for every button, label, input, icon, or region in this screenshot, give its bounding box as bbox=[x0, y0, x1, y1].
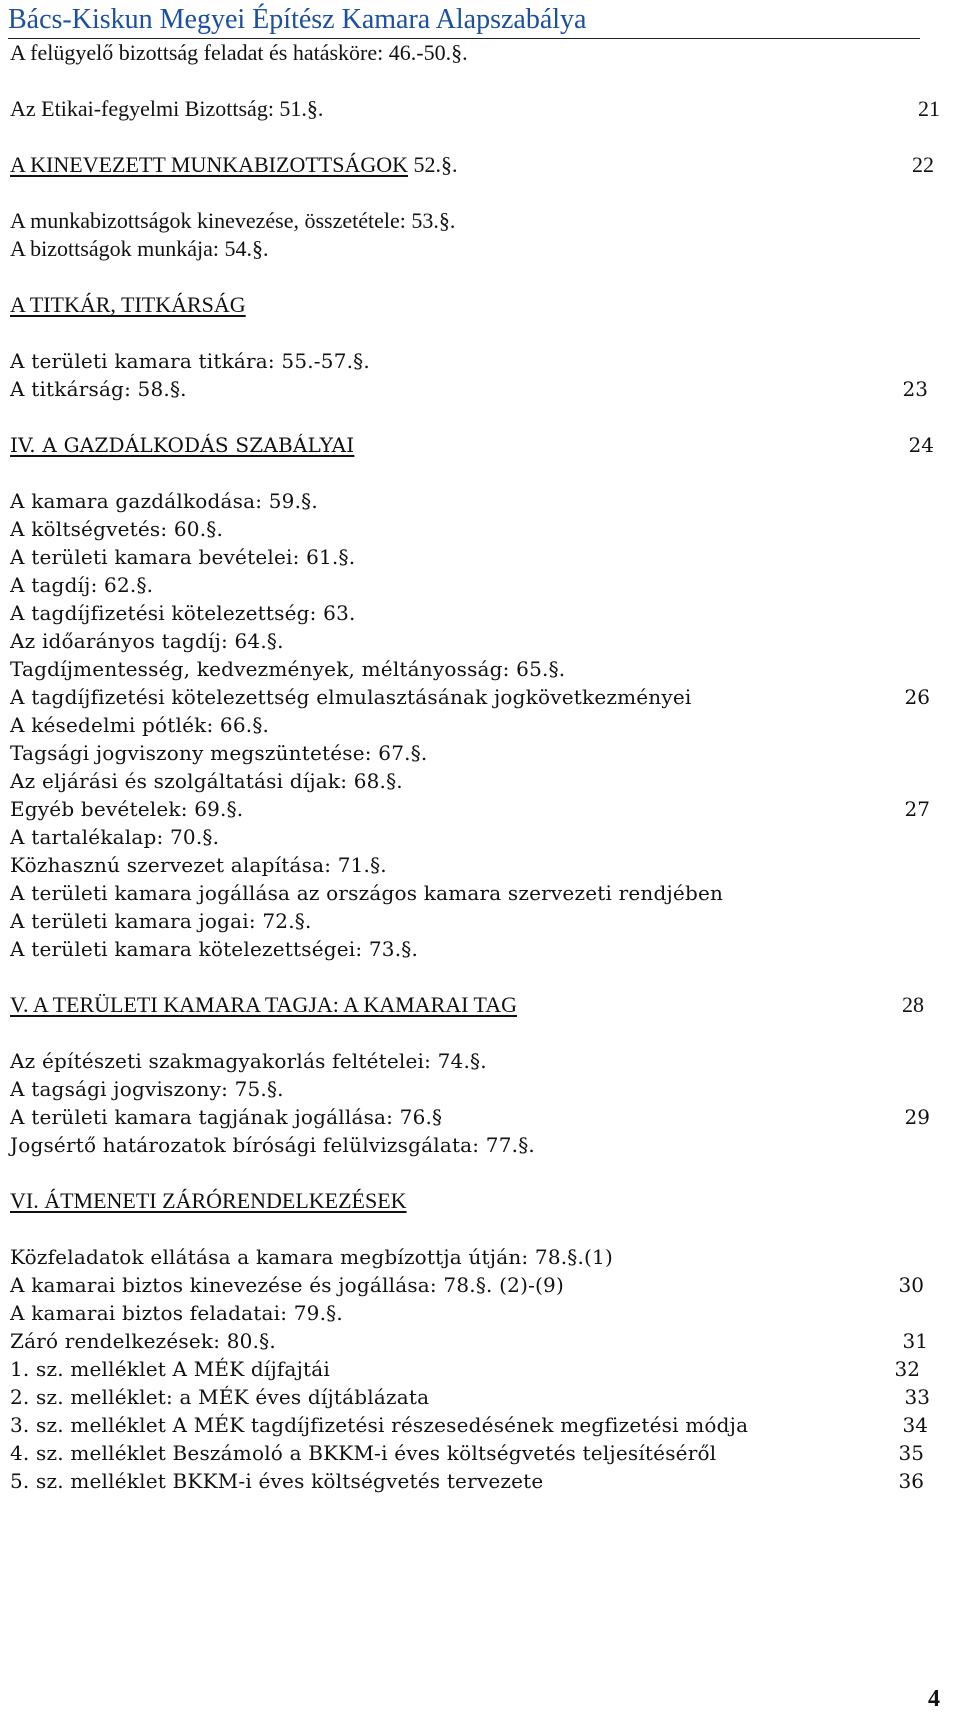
toc-entry-text: 1. sz. melléklet A MÉK díjfajtái bbox=[10, 1357, 330, 1381]
toc-entry-text: Az Etikai-fegyelmi Bizottság: 51.§. bbox=[10, 96, 324, 121]
toc-entry-page: 36 bbox=[898, 1469, 924, 1493]
toc-section-heading[interactable] bbox=[10, 430, 940, 460]
toc-entry-page: 23 bbox=[902, 377, 928, 401]
toc-entry bbox=[10, 822, 940, 852]
toc-entry bbox=[10, 934, 940, 964]
toc-entry-page: 32 bbox=[894, 1357, 920, 1381]
toc-entry-text: A kamarai biztos feladatai: 79.§. bbox=[10, 1301, 343, 1325]
toc-entry bbox=[10, 94, 940, 124]
toc-entry-text: 3. sz. melléklet A MÉK tagdíjfizetési részesedésének megfizetési módja bbox=[10, 1413, 749, 1437]
toc-entry-text: IV. A GAZDÁLKODÁS SZABÁLYAI bbox=[10, 433, 355, 457]
toc-entry-text: A területi kamara kötelezettségei: 73.§. bbox=[10, 937, 419, 961]
toc-entry-page: 33 bbox=[904, 1385, 930, 1409]
toc-entry bbox=[10, 1046, 940, 1076]
toc-entry-text: Egyéb bevételek: 69.§. bbox=[10, 797, 244, 821]
toc-entry-text: A kamarai biztos kinevezése és jogállása: 78.§. (2)-(9) bbox=[10, 1273, 564, 1297]
toc-entry-text: Az építészeti szakmagyakorlás feltételei: 74.§. bbox=[10, 1049, 487, 1073]
toc-entry bbox=[10, 766, 940, 796]
page-number: 4 bbox=[928, 1686, 940, 1712]
toc-entry-text: A területi kamara jogai: 72.§. bbox=[10, 909, 312, 933]
toc-entry bbox=[10, 206, 940, 236]
toc-entry-page: 27 bbox=[904, 797, 930, 821]
toc-entry bbox=[10, 1102, 940, 1132]
toc-entry-text: VI. ÁTMENETI ZÁRÓRENDELKEZÉSEK bbox=[10, 1188, 407, 1213]
toc-entry-text: A kamara gazdálkodása: 59.§. bbox=[10, 489, 318, 513]
toc-entry bbox=[10, 1326, 940, 1356]
toc-entry bbox=[10, 1382, 940, 1412]
toc-entry bbox=[10, 710, 940, 740]
toc-entry-page: 28 bbox=[902, 992, 924, 1017]
toc-section-heading[interactable] bbox=[10, 990, 940, 1020]
toc-entry bbox=[10, 234, 940, 264]
toc-entry-page: 35 bbox=[898, 1441, 924, 1465]
toc-entry-text: Záró rendelkezések: 80.§. bbox=[10, 1329, 276, 1353]
toc-entry-text: A tagdíj: 62.§. bbox=[10, 573, 154, 597]
toc-entry-text: A területi kamara bevételei: 61.§. bbox=[10, 545, 356, 569]
toc-entry bbox=[10, 150, 940, 180]
toc-section-heading[interactable] bbox=[10, 1186, 940, 1216]
toc-entry bbox=[10, 1410, 940, 1440]
toc-entry-text: A felügyelő bizottság feladat és hatásköre: 46.-50.§. bbox=[10, 40, 468, 65]
toc-entry-text: Tagsági jogviszony megszüntetése: 67.§. bbox=[10, 741, 428, 765]
document-title: Bács-Kiskun Megyei Építész Kamara Alapszabálya bbox=[8, 4, 587, 35]
toc-entry-text: 2. sz. melléklet: a MÉK éves díjtáblázata bbox=[10, 1385, 430, 1409]
toc-entry-text: Közfeladatok ellátása a kamara megbízottja útján: 78.§.(1) bbox=[10, 1245, 613, 1269]
toc-entry bbox=[10, 486, 940, 516]
toc-entry-page: 29 bbox=[904, 1105, 930, 1129]
toc-entry bbox=[10, 374, 940, 404]
toc-entry-page: 26 bbox=[904, 685, 930, 709]
toc-entry bbox=[10, 1354, 940, 1384]
toc-entry-text: Az időarányos tagdíj: 64.§. bbox=[10, 629, 284, 653]
toc-entry-text: A késedelmi pótlék: 66.§. bbox=[10, 713, 270, 737]
toc-entry-text: 5. sz. melléklet BKKM-i éves költségvetés tervezete bbox=[10, 1469, 544, 1493]
toc-entry-text: Közhasznú szervezet alapítása: 71.§. bbox=[10, 853, 387, 877]
toc-entry bbox=[10, 1466, 940, 1496]
toc-entry bbox=[10, 346, 940, 376]
toc-entry-page: 34 bbox=[902, 1413, 928, 1437]
toc-entry-text: 4. sz. melléklet Beszámoló a BKKM-i éves költségvetés teljesítéséről bbox=[10, 1441, 717, 1465]
toc-entry bbox=[10, 598, 940, 628]
toc-entry bbox=[10, 1438, 940, 1468]
toc-entry bbox=[10, 626, 940, 656]
toc-entry-suffix: 52.§. bbox=[408, 152, 458, 177]
toc-entry-text: Tagdíjmentesség, kedvezmények, méltányosság: 65.§. bbox=[10, 657, 566, 681]
toc-entry bbox=[10, 1270, 940, 1300]
toc-entry-text: A költségvetés: 60.§. bbox=[10, 517, 224, 541]
toc-entry-text: V. A TERÜLETI KAMARA TAGJA: A KAMARAI TAG bbox=[10, 992, 518, 1017]
toc-entry bbox=[10, 794, 940, 824]
toc-entry-text: A tagdíjfizetési kötelezettség: 63. bbox=[10, 601, 356, 625]
toc-entry bbox=[10, 514, 940, 544]
toc-entry-page: 22 bbox=[912, 152, 934, 177]
toc-entry bbox=[10, 1298, 940, 1328]
toc-entry-text: A munkabizottságok kinevezése, összetétele: 53.§. bbox=[10, 208, 456, 233]
toc-entry bbox=[10, 38, 940, 68]
toc-entry bbox=[10, 542, 940, 572]
toc-entry-page: 31 bbox=[902, 1329, 928, 1353]
toc-entry-text: Az eljárási és szolgáltatási díjak: 68.§. bbox=[10, 769, 403, 793]
toc-entry-text: A területi kamara titkára: 55.-57.§. bbox=[10, 349, 370, 373]
toc-entry-text: A tagsági jogviszony: 75.§. bbox=[10, 1077, 284, 1101]
toc-entry-page: 24 bbox=[908, 433, 934, 457]
toc-entry-text: A területi kamara jogállása az országos kamara szervezeti rendjében bbox=[10, 881, 724, 905]
toc-entry bbox=[10, 878, 940, 908]
toc-entry-page: 30 bbox=[898, 1273, 924, 1297]
toc-entry bbox=[10, 1074, 940, 1104]
toc-entry bbox=[10, 738, 940, 768]
toc-entry bbox=[10, 906, 940, 936]
toc-entry bbox=[10, 682, 940, 712]
toc-entry bbox=[10, 570, 940, 600]
toc-entry bbox=[10, 1242, 940, 1272]
toc-entry-text: A titkárság: 58.§. bbox=[10, 377, 187, 401]
toc-entry-text: Jogsértő határozatok bírósági felülvizsgálata: 77.§. bbox=[10, 1133, 535, 1157]
toc-entry bbox=[10, 1130, 940, 1160]
toc-entry bbox=[10, 850, 940, 880]
toc-section-heading[interactable]: A KINEVEZETT MUNKABIZOTTSÁGOK bbox=[10, 152, 408, 177]
toc-entry-text: A TITKÁR, TITKÁRSÁG bbox=[10, 292, 246, 317]
toc-entry bbox=[10, 654, 940, 684]
toc-entry-text: A tagdíjfizetési kötelezettség elmulasztásának jogkövetkezményei bbox=[10, 685, 692, 709]
toc-entry-text: A tartalékalap: 70.§. bbox=[10, 825, 220, 849]
toc-entry-text: A bizottságok munkája: 54.§. bbox=[10, 236, 269, 261]
toc-entry-page: 21 bbox=[918, 96, 940, 121]
toc-entry-text: A területi kamara tagjának jogállása: 76.§ bbox=[10, 1105, 443, 1129]
toc-section-heading[interactable] bbox=[10, 290, 940, 320]
